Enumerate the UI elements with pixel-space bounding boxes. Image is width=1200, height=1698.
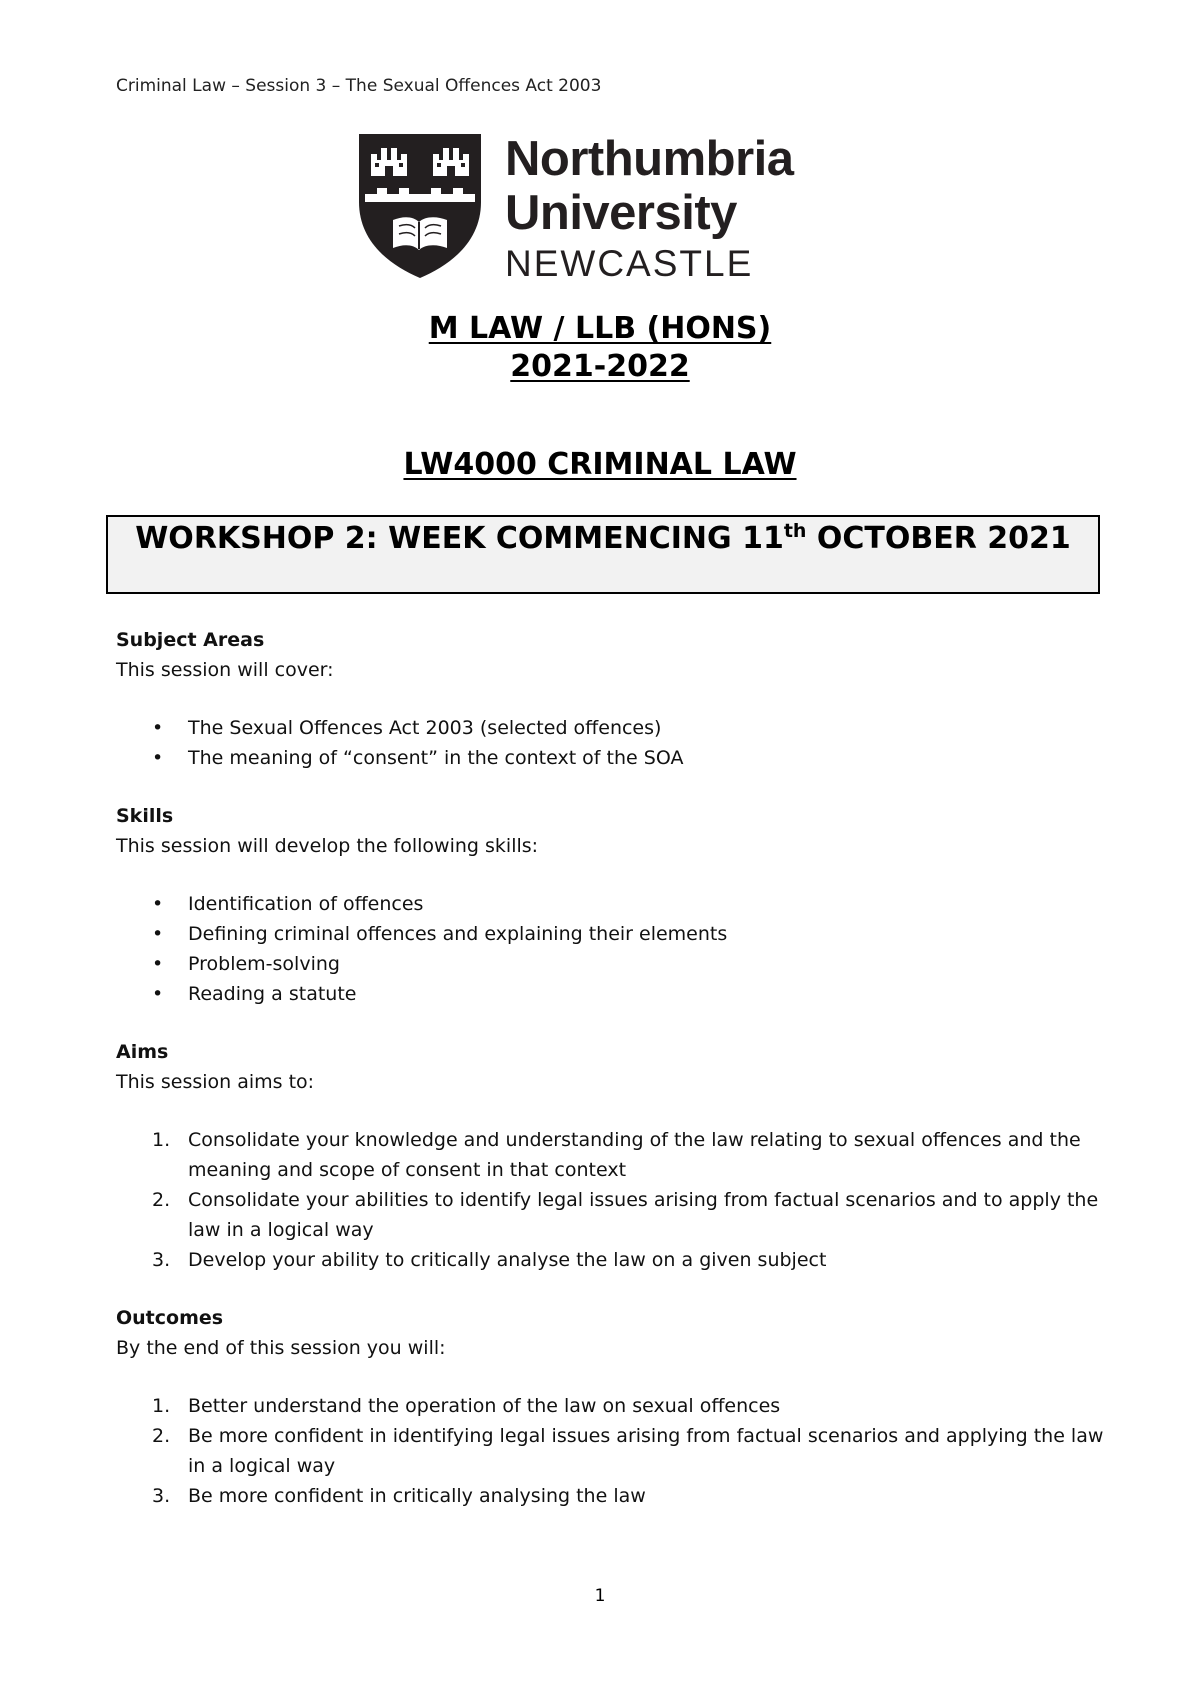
aims-list (116, 1125, 1106, 1275)
list-item: • The Sexual Offences Act 2003 (selected offences) (152, 717, 662, 739)
outcomes-section (116, 1303, 1106, 1511)
skills-heading: Skills (116, 805, 174, 827)
skills-section (116, 801, 1106, 1009)
list-item: 1. Consolidate your knowledge and understanding of the law relating to sexual offences and the meaning and scope of consent in that context (152, 1129, 1081, 1181)
module-title (0, 446, 1200, 484)
skills-list (116, 889, 1106, 1009)
programme-name: M LAW / LLB (HONS) (428, 311, 772, 346)
aims-intro: This session aims to: (116, 1071, 315, 1093)
university-logo (357, 132, 837, 284)
aims-heading: Aims (116, 1041, 169, 1063)
running-header: Criminal Law – Session 3 – The Sexual Offences Act 2003 (116, 76, 602, 96)
list-item: • The meaning of “consent” in the context of the SOA (152, 747, 684, 769)
crest-icon (357, 132, 483, 278)
list-item: • Defining criminal offences and explaining their elements (152, 923, 728, 945)
subject-areas-list (116, 713, 1106, 773)
list-item: 3. Be more confident in critically analysing the law (152, 1485, 646, 1507)
logo-wordmark-line2: University (505, 186, 737, 240)
module-name: LW4000 CRIMINAL LAW (403, 447, 797, 482)
academic-year: 2021-2022 (510, 349, 690, 384)
aims-section (116, 1037, 1106, 1275)
session-content (116, 625, 1106, 1511)
logo-wordmark-line3: NEWCASTLE (505, 243, 754, 284)
list-item: • Identification of offences (152, 893, 424, 915)
page-number: 1 (594, 1586, 606, 1606)
subject-areas-intro: This session will cover: (116, 659, 334, 681)
list-item: 2. Consolidate your abilities to identify legal issues arising from factual scenarios and to apply the law in a logical way (152, 1189, 1099, 1241)
logo-wordmark-line1: Northumbria (505, 132, 794, 186)
outcomes-list (116, 1391, 1106, 1511)
outcomes-heading: Outcomes (116, 1307, 224, 1329)
list-item: • Problem-solving (152, 953, 340, 975)
outcomes-intro: By the end of this session you will: (116, 1337, 446, 1359)
subject-areas-section (116, 625, 1106, 773)
subject-areas-heading: Subject Areas (116, 629, 265, 651)
list-item: 3. Develop your ability to critically analyse the law on a given subject (152, 1249, 827, 1271)
list-item: • Reading a statute (152, 983, 357, 1005)
workshop-title-sup: th (783, 520, 807, 542)
skills-intro: This session will develop the following skills: (116, 835, 539, 857)
workshop-banner (106, 515, 1100, 594)
workshop-title-suffix: OCTOBER 2021 (806, 521, 1071, 556)
workshop-title-prefix: WORKSHOP 2: WEEK COMMENCING 11 (135, 521, 784, 556)
list-item: 1. Better understand the operation of the law on sexual offences (152, 1395, 781, 1417)
list-item: 2. Be more confident in identifying legal issues arising from factual scenarios and applying the law in a logical way (152, 1425, 1104, 1477)
programme-title (0, 310, 1200, 386)
